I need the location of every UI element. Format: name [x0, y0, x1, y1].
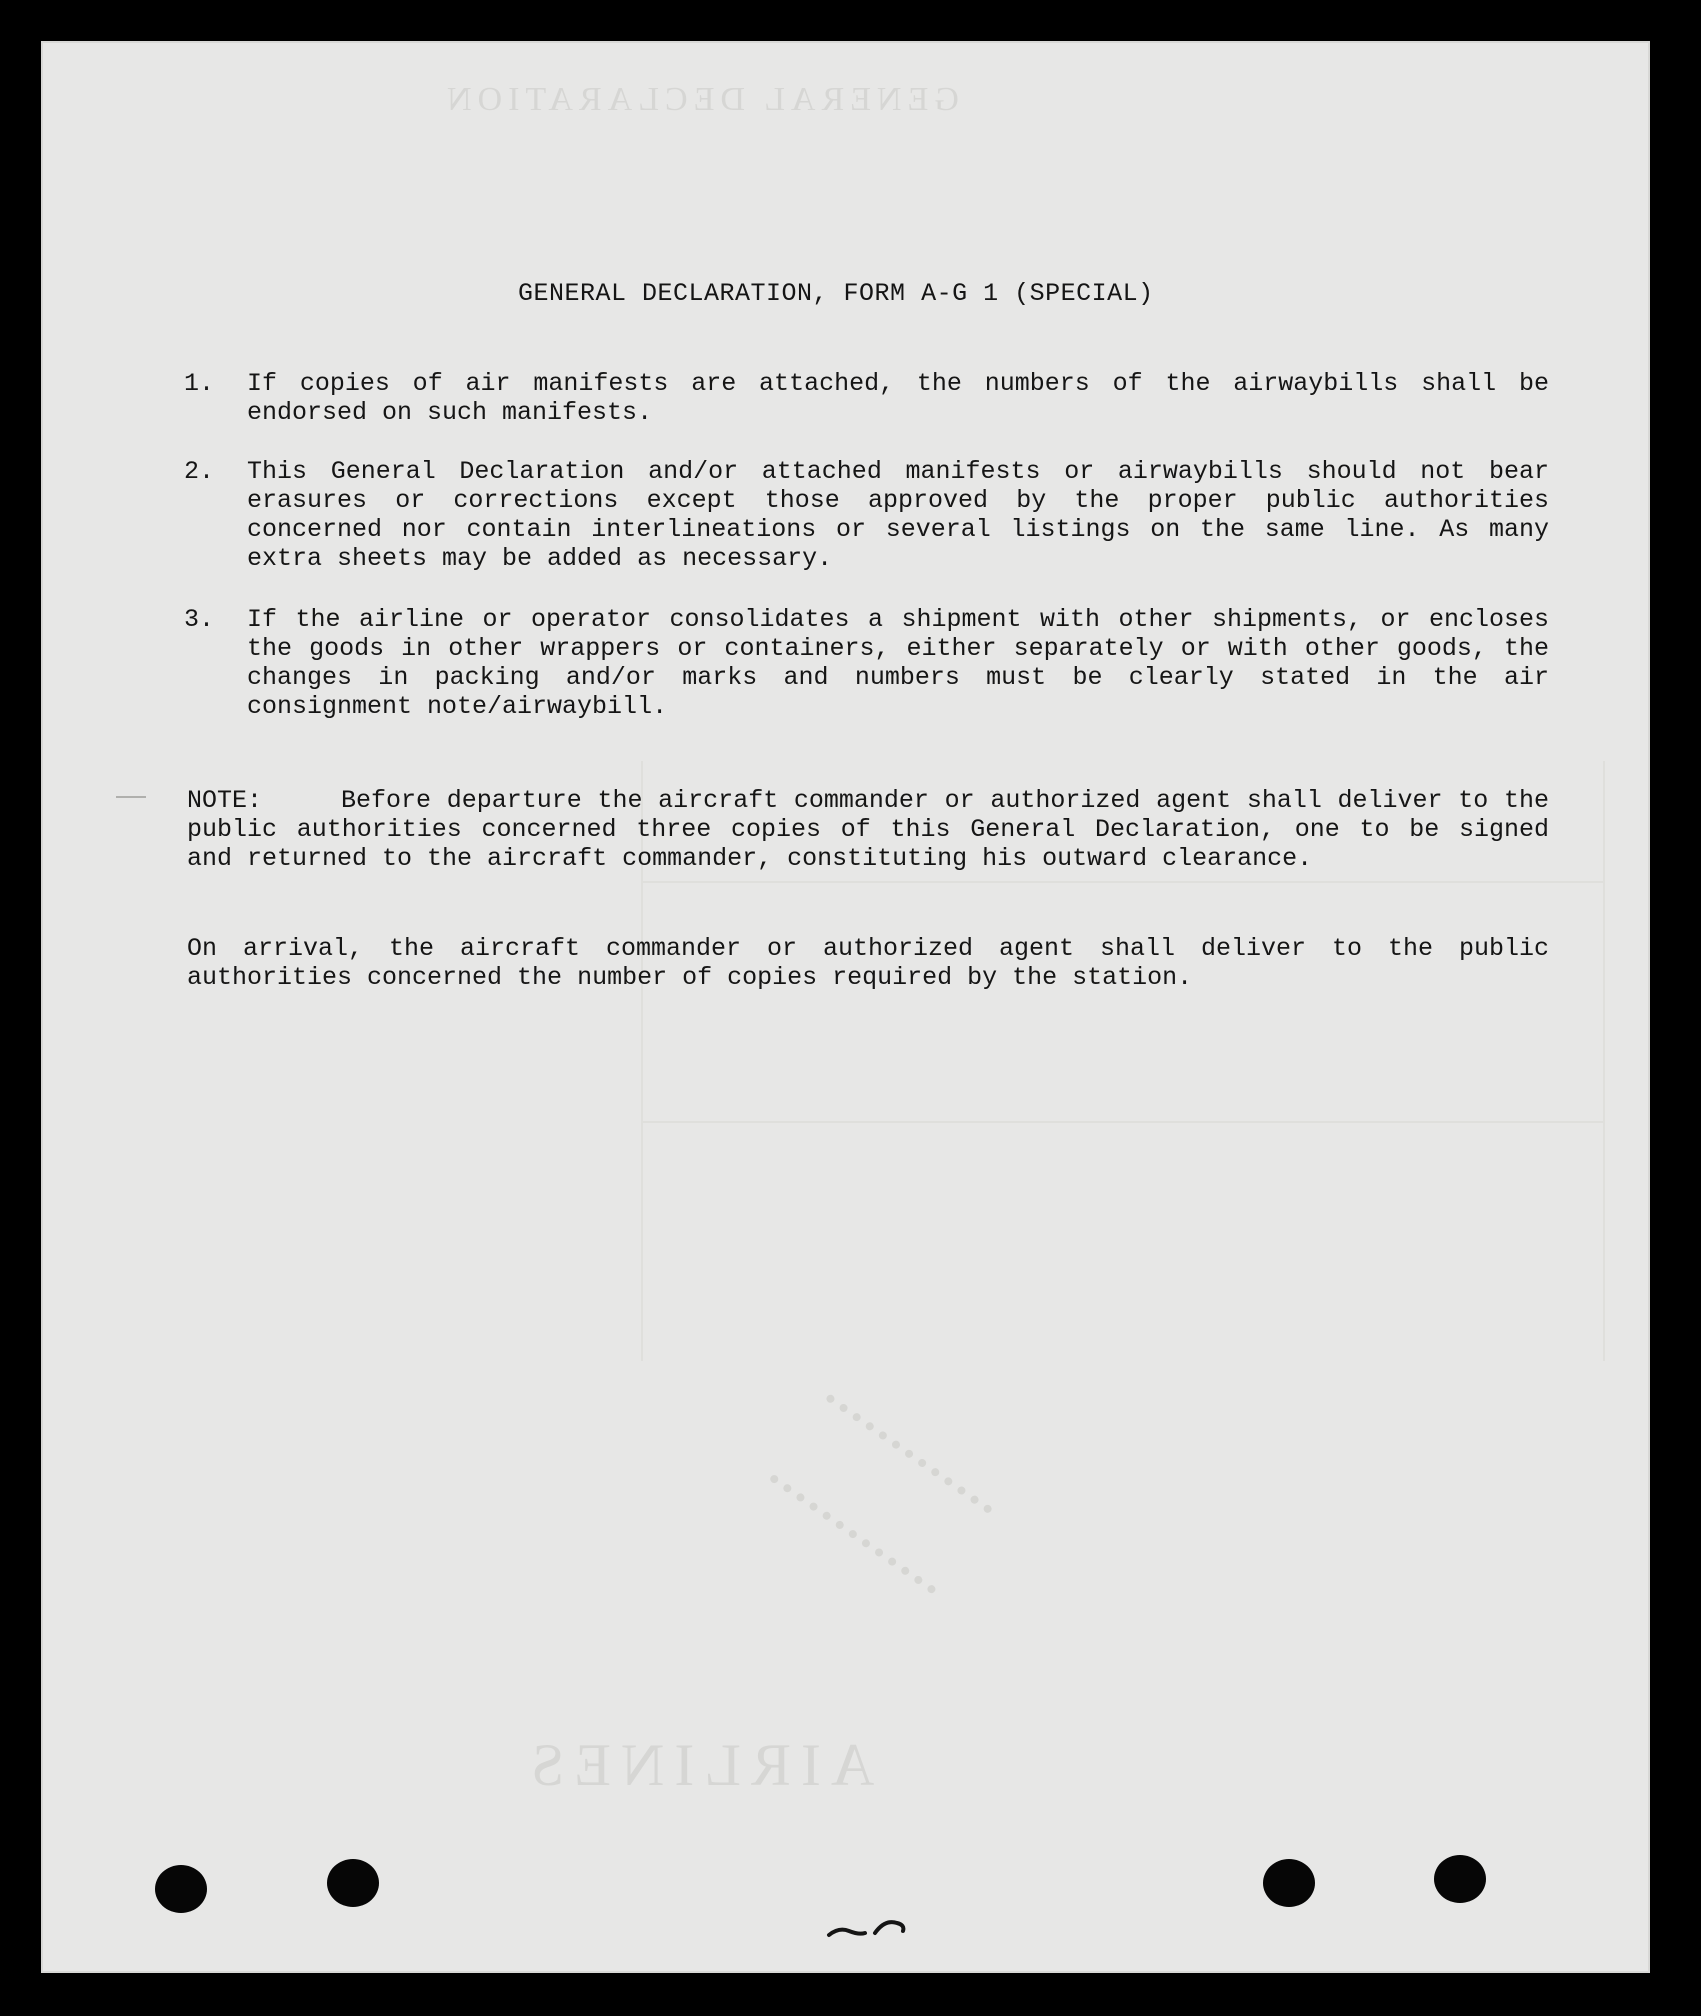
pen-mark	[825, 1913, 925, 1943]
note-text: Before departure the aircraft commander or authorized agent shall deliver to the public authorities concerned three copies of this General Declaration, one to be signed and returned to the aircraft commander, constituting his outward clearance.	[187, 786, 1549, 873]
note-label: NOTE:	[187, 786, 263, 815]
list-item-text: This General Declaration and/or attached manifests or airwaybills should not bear erasures or corrections except those approved by the proper public authorities concerned nor contain interlineations or several listings on the same line. As many extra sheets may be added as necessary.	[247, 457, 1549, 573]
document-title: GENERAL DECLARATION, FORM A-G 1 (SPECIAL)	[518, 279, 1154, 308]
document-page	[41, 41, 1650, 1973]
list-item-number: 1.	[184, 369, 215, 398]
note-paragraph	[187, 786, 1549, 873]
list-item-text: If the airline or operator consolidates a shipment with other shipments, or encloses the goods in other wrappers or containers, either separately or with other goods, the changes in packing and/or marks and numbers must be clearly stated in the air consignment note/airwaybill.	[247, 605, 1549, 721]
list-item-number: 3.	[184, 605, 215, 634]
list-item-number: 2.	[184, 457, 215, 486]
bleed-through-heading: AIRLINES	[521, 1732, 875, 1798]
punch-hole	[327, 1859, 379, 1907]
bleed-through-text: GENERAL DECLARATION	[441, 81, 959, 118]
list-item-text: If copies of air manifests are attached, the numbers of the airwaybills shall be endorsed on such manifests.	[247, 369, 1549, 427]
punch-hole	[155, 1865, 207, 1913]
document-body	[41, 41, 1650, 1973]
arrival-paragraph: On arrival, the aircraft commander or authorized agent shall deliver to the public authorities concerned the number of copies required by the station.	[187, 934, 1549, 992]
punch-hole	[1434, 1855, 1486, 1903]
punch-hole	[1263, 1859, 1315, 1907]
